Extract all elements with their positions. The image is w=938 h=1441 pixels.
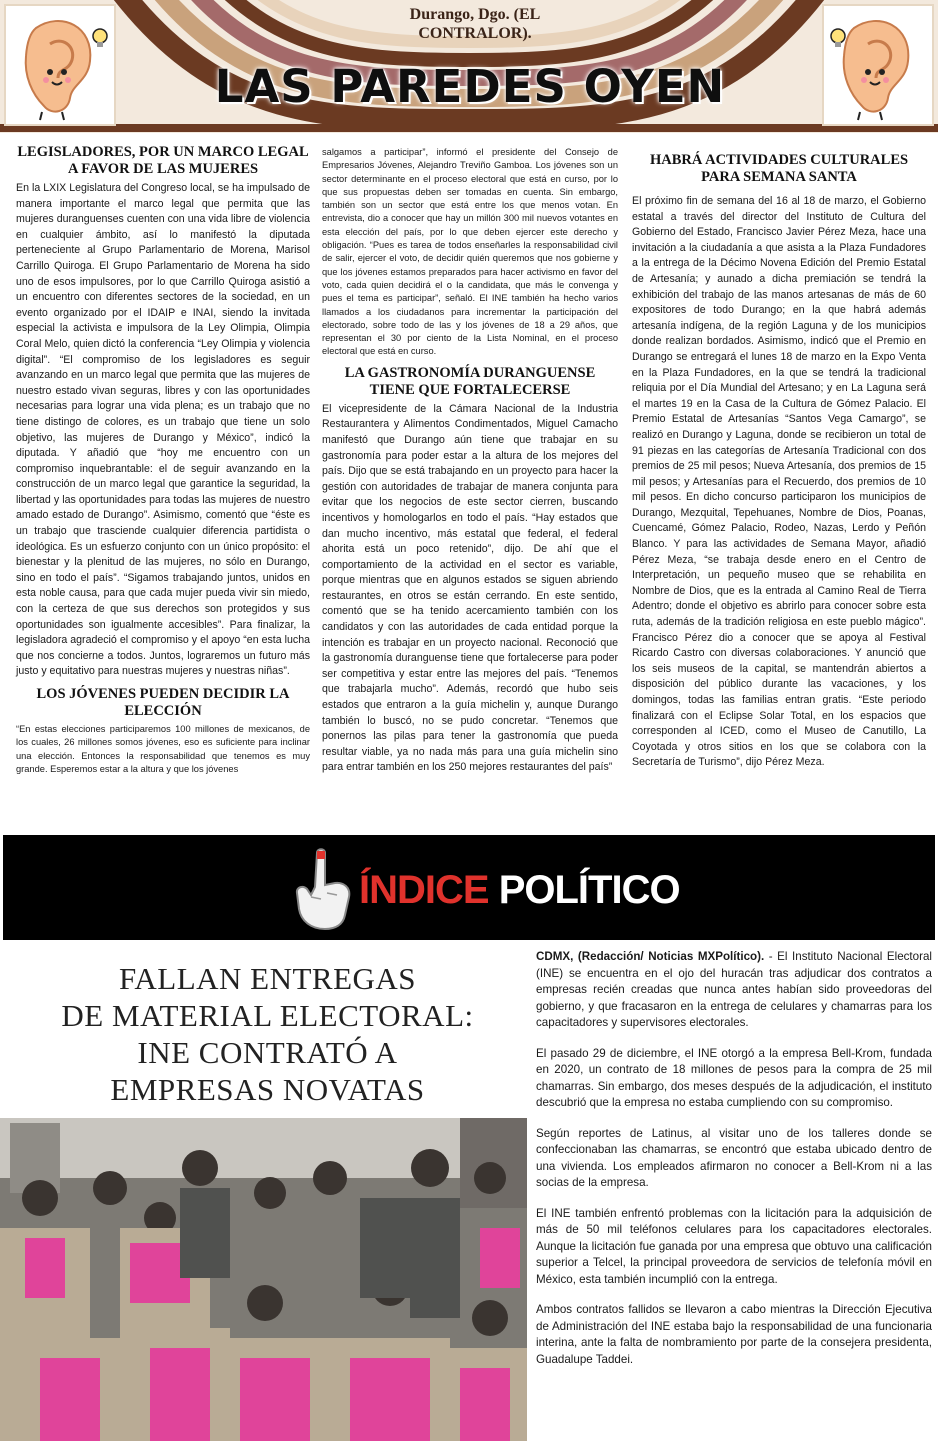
ine-paragraph-1-text: - El Instituto Nacional Electoral (INE) se encuentra en el ojo del huracán tras adjudicar dos contratos a empresas recién creadas que nunca antes habían sido proveedoras del gobierno, y que fracasaron en la entrega de celulares y chamarras para los capacitadores y supervisores electorales. xyxy=(536,950,932,1029)
ine-headline-line: DE MATERIAL ELECTORAL: xyxy=(61,998,474,1033)
raised-finger-hand-icon xyxy=(291,847,361,932)
headline-semana-santa: HABRÁ ACTIVIDADES CULTURALES PARA SEMANA SANTA xyxy=(649,152,909,185)
ine-staff-photo xyxy=(0,1118,527,1441)
ine-paragraph-2: El pasado 29 de diciembre, el INE otorgó a la empresa Bell-Krom, fundada en 2020, un contrato de 18 millones de pesos para la compra de 25 mil chamarras. Sin embargo, dos meses después de la adjudicación, el instituto descubrió que la empresa no estaba cumpliendo con su compromiso. xyxy=(536,1046,932,1109)
article-body-gastronomia: El vicepresidente de la Cámara Nacional de la Industria Restaurantera y Alimentos Condimentados, Miguel Camacho manifestó que Durango aún tiene que trabajar en su gastronomía para poder estar a la altura de los mejores del país. Dijo que se está trabajando en un proyecto para hacer la gestión con autoridades de trabajar de manera conjunta para evitar que los negocios de este sector cierren, buscando incentivos y homologarlos en todo el país. “Hay estados que dan mucho incentivo, más estatal que federal, el federal ahorita está un poco retenido”, dijo. De ahí que el comportamiento de la actividad en el sector es variable, porque mientras que en algunos estados se siguen abriendo restaurantes, en otros se están cerrando. En este sentido, comentó que se ha tenido acercamiento también con los candidatos y con las autoridades de cada entidad porque la intención es trabajar en un proyecto nacional. Reconoció que la gastronomía duranguense tiene que fortalecerse para poder ser competitiva y estar entre las mejores del país. “Tenemos que trabajarla mucho”. Además, recordó que hubo seis estados que entraron a la guía michelin y, aunque Durango también lo buscó, no se pudo concretar. “Tenemos que ponernos las pilas para tener la gastronomía que pueda resultar viable, ya no nada más para una guía michelin sino para entrar también en los 250 mejores restaurantes del país” xyxy=(322,402,618,774)
article-body-legisladores: En la LXIX Legislatura del Congreso local, se ha impulsado de manera importante el marco legal que permita que las mujeres duranguenses cuenten con una vida libre de violencia en cualquier ámbito, así lo manifestó la diputada perteneciente al Grupo Parlamentario de Morena, Marisol Carrillo Quiroga. El Grupo Parlamentario de Morena ha sido uno de esos impulsores, por lo que Carrillo Quiroga asistió a un encuentro con diferentes sectores de la sociedad, en un evento organizado por el IDAIP e INAI, siendo la invitada especial la activista e impulsora de la Ley Olimpia, Olimpia Coral Melo, quien dictó la conferencia “Ley Olimpia y violencia digital”. “El compromiso de los legisladores es seguir avanzando en un marco legal que permita que las mujeres de nuestro estado vivan seguras, libres y con las oportunidades necesarias para lograr una vida plena; es un trabajo que no tiene distingo de colores, es un trabajo que tiene un solo objetivo, las mujeres de Durango y México”, indicó la diputada. Y añadió que “hoy me encuentro con un compromiso inquebrantable: el de seguir avanzando en la construcción de un marco legal que garantice la seguridad, la libertad y las oportunidades para todas las mujeres de nuestro amado estado de Durango”. Asimismo, comentó que “éste es un trabajo que trasciende cualquier diferencia partidista o ideológica. Es un esfuerzo conjunto con un único propósito: el bienestar y la plenitud de las mujeres, no sólo en Durango, sino en todo el país”. “Sigamos trabajando juntos, unidos en esta noble causa, para que cada mujer pueda vivir sin miedo, con la certeza de que sus derechos son protegidos y sus oportunidades son igualmente accesibles”. Para finalizar, la legisladora agradeció el compromiso y el apoyo “en esta lucha que nos concierne a todos. Juntos, lograremos un futuro más justo y equitativo para nuestras mujeres y nuestras niñas”. xyxy=(16,182,310,678)
brand-red: ÍNDICE xyxy=(359,868,489,912)
headline-gastronomia: LA GASTRONOMÍA DURANGUENSE TIENE QUE FORTALECERSE xyxy=(344,364,596,398)
ine-headline-line: EMPRESAS NOVATAS xyxy=(110,1072,425,1107)
brand-logo xyxy=(359,868,680,913)
ear-corner-left xyxy=(4,4,116,126)
brand-white: POLÍTICO xyxy=(488,868,680,912)
ine-headline-line: INE CONTRATÓ A xyxy=(137,1035,398,1070)
column-middle xyxy=(322,146,618,776)
ine-headline xyxy=(30,960,505,1108)
ear-with-lightbulb-icon xyxy=(824,6,932,124)
article-body-jovenes-part1: “En estas elecciones participaremos 100 millones de mexicanos, de los cuales, 26 millones somos jóvenes, eso es suficiente para inclinar una elección. Entonces la responsabilidad que tenemos es muy grande. Esperemos estar a la altura y que los jóvenes xyxy=(16,724,310,774)
dateline: Durango, Dgo. (EL CONTRALOR). xyxy=(409,6,541,42)
ine-paragraph-4: El INE también enfrentó problemas con la licitación para la adquisición de más de 50 mil teléfonos celulares para los capacitadores electorales. Aunque la licitación fue ganada por una empresa que obtuvo una calificación superior a Telcel, la principal proveedora de servicios de telefonía móvil en México, esta también incumplió con la entrega. xyxy=(536,1206,932,1286)
ear-corner-right xyxy=(822,4,934,126)
ear-with-lightbulb-icon xyxy=(6,6,114,124)
newspaper-title: LAS PAREDES OYEN xyxy=(214,60,726,113)
indice-politico-banner xyxy=(3,835,935,940)
headline-legisladores: LEGISLADORES, POR UN MARCO LEGAL A FAVOR DE LAS MUJERES xyxy=(17,144,309,177)
ine-paragraph-5: Ambos contratos fallidos se llevaron a cabo mientras la Dirección Ejecutiva de Administración del INE estaba bajo la responsabilidad de una funcionaria interina, ante la falta de nombramiento por parte de la consejera presidenta, Guadalupe Taddei. xyxy=(536,1303,932,1366)
masthead xyxy=(0,0,938,133)
article-body-semana-santa: El próximo fin de semana del 16 al 18 de marzo, el Gobierno estatal a través del director del Instituto de Cultura del Gobierno del Estado, Francisco Javier Pérez Meza, hace una invitación a la ciudadanía a que asista a la Plaza Fundadores a la entrega de la Décimo Novena Edición del Premio Estatal de Artesanía; y aunado a dicha premiación se tendrá la exhibición del trabajo de las manos artesanas de más de 60 expositores de todo Durango; en la que habrá además artesanía indígena, de la región Laguna y de los municipios donde realizan bordados. Asimismo, indicó que el Premio en Durango se entregará el lunes 18 de marzo en la Expo Venta en la Plaza Fundadores, en la que se tendrá la tradicional reliquia por el Día Mundial del Artesano; y en La Laguna será el martes 19 en la Casa de la Cultura de Gómez Palacio. El Premio Estatal de Artesanías “Santos Vega Camargo”, se realizó en Durango y Laguna, donde se recibieron un total de 91 piezas en las categorías de Artesanía Tradicional con dos premios de 25 mil pesos; Nueva Artesanía, dos premios de 15 mil pesos; y Artesanías para el Recuerdo, dos premios de 10 mil pesos. En dicho concurso participaron los municipios de Durango, Mezquital, Tepehuanes, Nombre de Dios, Poanas, Cuencamé, Gómez Palacio, Rodeo, Nazas, Lerdo y Peñón Blanco. Y para las actividades de Semana Mayor, añadió Pérez Meza, “se trabaja desde enero en el Centro de Interpretación, un pequeño museo que se rehabilita en Nombre de Dios, que es la entrada al Camino Real de Tierra Adentro; donde el objetivo es abrirlo para conocer sobre esta ruta, además de la tradición religiosa en este pueblo mágico”. Francisco Pérez dio a conocer que se apoya al Festival Ricardo Castro con diversas colaboraciones. Y anunció que los seis museos de la capital, se mantendrán abiertos a disposición del público durante las vacaciones, y los domingos, todas las familias entran gratis. “Este periodo finalizará con el Eclipse Solar Total, en los espacios que corresponden al ICED, como el Museo de Canutillo, La Coyotada y otros sitios en los que se colabora con la Secretaría de Turismo”, dijo Pérez Meza. xyxy=(632,195,926,769)
byline: CDMX, (Redacción/ Noticias MXPolítico). xyxy=(536,950,765,963)
group-photo-illustration xyxy=(0,1118,527,1441)
headline-jovenes: LOS JÓVENES PUEDEN DECIDIR LA ELECCIÓN xyxy=(36,686,290,719)
column-left xyxy=(16,144,310,776)
article-body-jovenes-part2: salgamos a participar”, informó el presidente del Consejo de Empresarios Jóvenes, Alejandro Treviño Gamboa. Los jóvenes son un sector determinante en el proceso electoral que está en curso, por lo que sus propuestas deben ser tomadas en cuenta. Sin embargo, también son un sector que está entre los que menos votan. En entrevista, dio a conocer que hay un millón 300 mil nuevos votantes en esta elección del país, por lo que deben ejercer este derecho y obligación. “Pues es tarea de todos enseñarles la responsabilidad civil de salir, ejercer el voto, de decidir quién queremos que nos gobierne y que los jóvenes estamos preparados para hacer activismo en favor del voto, cada quien decidirá el o la candidata, que más le convenga y pues el tema es participar”, señaló. El INE también ha hecho varios llamados a los ciudadanos para incrementar la participación del electorado, sobre todo de las y los jóvenes de 18 a 29 años, que representan el 30 por ciento de la Lista Nominal, en el proceso electoral que está en curso. xyxy=(322,147,618,357)
ine-paragraph-1 xyxy=(536,949,932,1032)
ine-headline-line: FALLAN ENTREGAS xyxy=(118,961,417,996)
ine-article-body xyxy=(536,949,932,1382)
ine-paragraph-3: Según reportes de Latinus, al visitar uno de los talleres donde se confeccionaban las chamarras, se encontró que estaba ubicado dentro de una vivienda. Los empleados afirmaron no conocer a Bell-Krom ni a las socias de la empresa. xyxy=(536,1126,932,1189)
column-right xyxy=(632,152,926,771)
